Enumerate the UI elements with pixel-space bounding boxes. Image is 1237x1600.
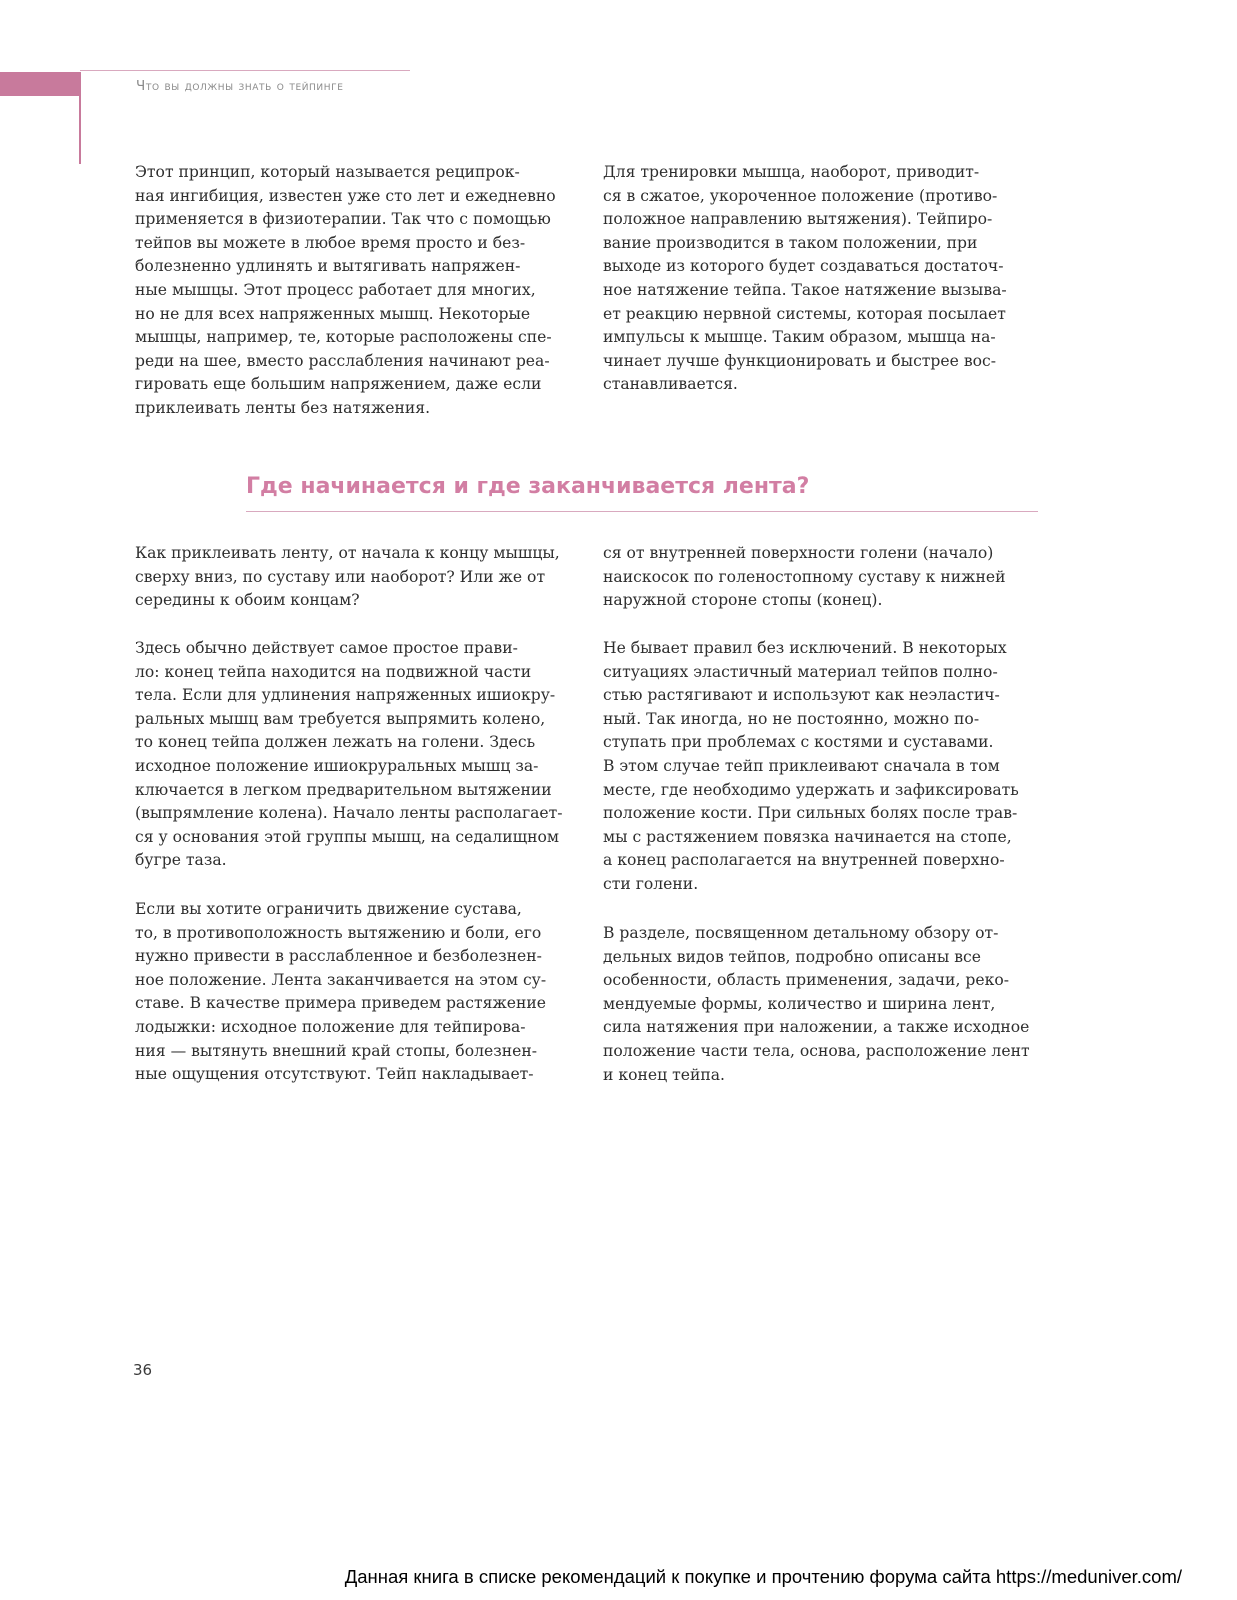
section1-left-paragraph <box>135 161 556 421</box>
text-line: ный. Так иногда, но не постоянно, можно по- <box>603 709 980 728</box>
text-line: сверху вниз, по суставу или наоборот? Или же от <box>135 567 546 586</box>
text-line: ния — вытянуть внешний край стопы, болезнен- <box>135 1041 538 1060</box>
text-line: ные ощущения отсутствуют. Тейп накладывает- <box>135 1065 534 1084</box>
text-line: тела. Если для удлинения напряженных ишиокру- <box>135 686 556 705</box>
text-line: ное положение. Лента заканчивается на этом су- <box>135 970 547 989</box>
text-line: Этот принцип, который называется реципрок- <box>135 163 520 181</box>
text-line: болезненно удлинять и вытягивать напряжен- <box>135 257 521 276</box>
text-line: бугре таза. <box>135 851 227 870</box>
text-line: сти голени. <box>603 874 699 893</box>
text-line: то, в противоположность вытяжению и боли, его <box>135 923 542 942</box>
section2-right-paragraph-3 <box>603 922 1030 1087</box>
text-line: Если вы хотите ограничить движение сустава, <box>135 900 522 918</box>
text-line: ся у основания этой группы мышц, на седалищном <box>135 827 559 846</box>
text-line: Не бывает правил без исключений. В некоторых <box>603 639 1007 657</box>
text-line: В разделе, посвященном детальному обзору от- <box>603 924 999 942</box>
text-line: приклеивать ленты без натяжения. <box>135 398 431 417</box>
section2-left-paragraph-3 <box>135 898 546 1087</box>
text-line: ступать при проблемах с костями и суставами. <box>603 733 994 752</box>
text-line: ная ингибиция, известен уже сто лет и ежедневно <box>135 186 556 205</box>
text-line: а конец располагается на внутренней поверхно- <box>603 851 1005 870</box>
text-line: чинает лучше функционировать и быстрее вос- <box>603 351 996 370</box>
text-line: мы с растяжением повязка начинается на стопе, <box>603 827 1012 846</box>
text-line: ся в сжатое, укороченное положение (противо- <box>603 186 998 205</box>
text-line: нужно привести в расслабленное и безболезнен- <box>135 947 542 966</box>
text-line: ральных мышц вам требуется выпрямить колено, <box>135 709 546 728</box>
text-line: ное натяжение тейпа. Такое натяжение вызыва- <box>603 280 1007 299</box>
text-line: (выпрямление колена). Начало ленты располагает- <box>135 804 563 823</box>
text-line: вание производится в таком положении, при <box>603 233 978 252</box>
text-line: импульсы к мышце. Таким образом, мышца на- <box>603 328 996 347</box>
text-line: применяется в физиотерапии. Так что с помощью <box>135 210 551 229</box>
text-line: стью растягивают и используют как неэластич- <box>603 686 1000 705</box>
text-line: наискосок по голеностопному суставу к нижней <box>603 567 1006 586</box>
text-line: ет реакцию нервной системы, которая посылает <box>603 304 1006 323</box>
text-line: дельных видов тейпов, подробно описаны все <box>603 947 981 966</box>
text-line: месте, где необходимо удержать и зафиксировать <box>603 780 1019 799</box>
section2-right-paragraph-1 <box>603 542 1006 613</box>
text-line: мышцы, например, те, которые расположены спе- <box>135 328 552 347</box>
text-line: В этом случае тейп приклеивают сначала в том <box>603 756 1000 775</box>
text-line: Здесь обычно действует самое простое прави- <box>135 639 518 657</box>
text-line: ло: конец тейпа находится на подвижной части <box>135 662 532 681</box>
text-line: то конец тейпа должен лежать на голени. Здесь <box>135 733 536 752</box>
text-line: станавливается. <box>603 375 738 394</box>
section2-right-paragraph-2 <box>603 637 1019 897</box>
text-line: исходное положение ишиокруральных мышц за- <box>135 756 539 775</box>
header-accent-bar <box>0 72 80 96</box>
header-accent-line <box>79 72 81 164</box>
section-heading: Где начинается и где заканчивается лента? <box>246 474 810 499</box>
text-line: выходе из которого будет создаваться достаточ- <box>603 257 1004 276</box>
footer-note: Данная книга в списке рекомендаций к покупке и прочтению форума сайта https://meduniver.com/ <box>344 1566 1182 1587</box>
text-line: тейпов вы можете в любое время просто и без- <box>135 233 526 252</box>
text-line: ключается в легком предварительном вытяжении <box>135 780 552 799</box>
running-head: Что вы должны знать о тейпинге <box>136 78 344 94</box>
text-line: ситуациях эластичный материал тейпов полно- <box>603 662 998 681</box>
section1-right-paragraph <box>603 161 1007 397</box>
section2-left-paragraph-2 <box>135 637 563 873</box>
text-line: лодыжки: исходное положение для тейпирова- <box>135 1017 526 1036</box>
text-line: наружной стороне стопы (конец). <box>603 591 883 610</box>
heading-rule <box>246 511 1038 512</box>
header-rule <box>80 70 410 71</box>
text-line: и конец тейпа. <box>603 1065 725 1084</box>
text-line: мендуемые формы, количество и ширина лент, <box>603 994 996 1013</box>
text-line: гировать еще большим напряжением, даже если <box>135 375 542 394</box>
text-line: положение кости. При сильных болях после трав- <box>603 804 1018 823</box>
section2-left-paragraph-1 <box>135 542 560 613</box>
text-line: реди на шее, вместо расслабления начинают реа- <box>135 351 550 370</box>
text-line: сила натяжения при наложении, а также исходное <box>603 1018 1030 1037</box>
text-line: особенности, область применения, задачи, реко- <box>603 971 1009 990</box>
page-number: 36 <box>133 1361 153 1379</box>
text-line: положение части тела, основа, расположение лент <box>603 1041 1030 1060</box>
text-line: положное направлению вытяжения). Тейпиро- <box>603 210 993 229</box>
text-line: середины к обоим концам? <box>135 591 360 610</box>
text-line: Для тренировки мышца, наоборот, приводит- <box>603 163 980 181</box>
text-line: ся от внутренней поверхности голени (начало) <box>603 544 994 562</box>
text-line: ные мышцы. Этот процесс работает для многих, <box>135 280 536 299</box>
text-line: Как приклеивать ленту, от начала к концу мышцы, <box>135 544 560 562</box>
text-line: но не для всех напряженных мышц. Некоторые <box>135 304 531 323</box>
text-line: ставе. В качестве примера приведем растяжение <box>135 994 547 1013</box>
